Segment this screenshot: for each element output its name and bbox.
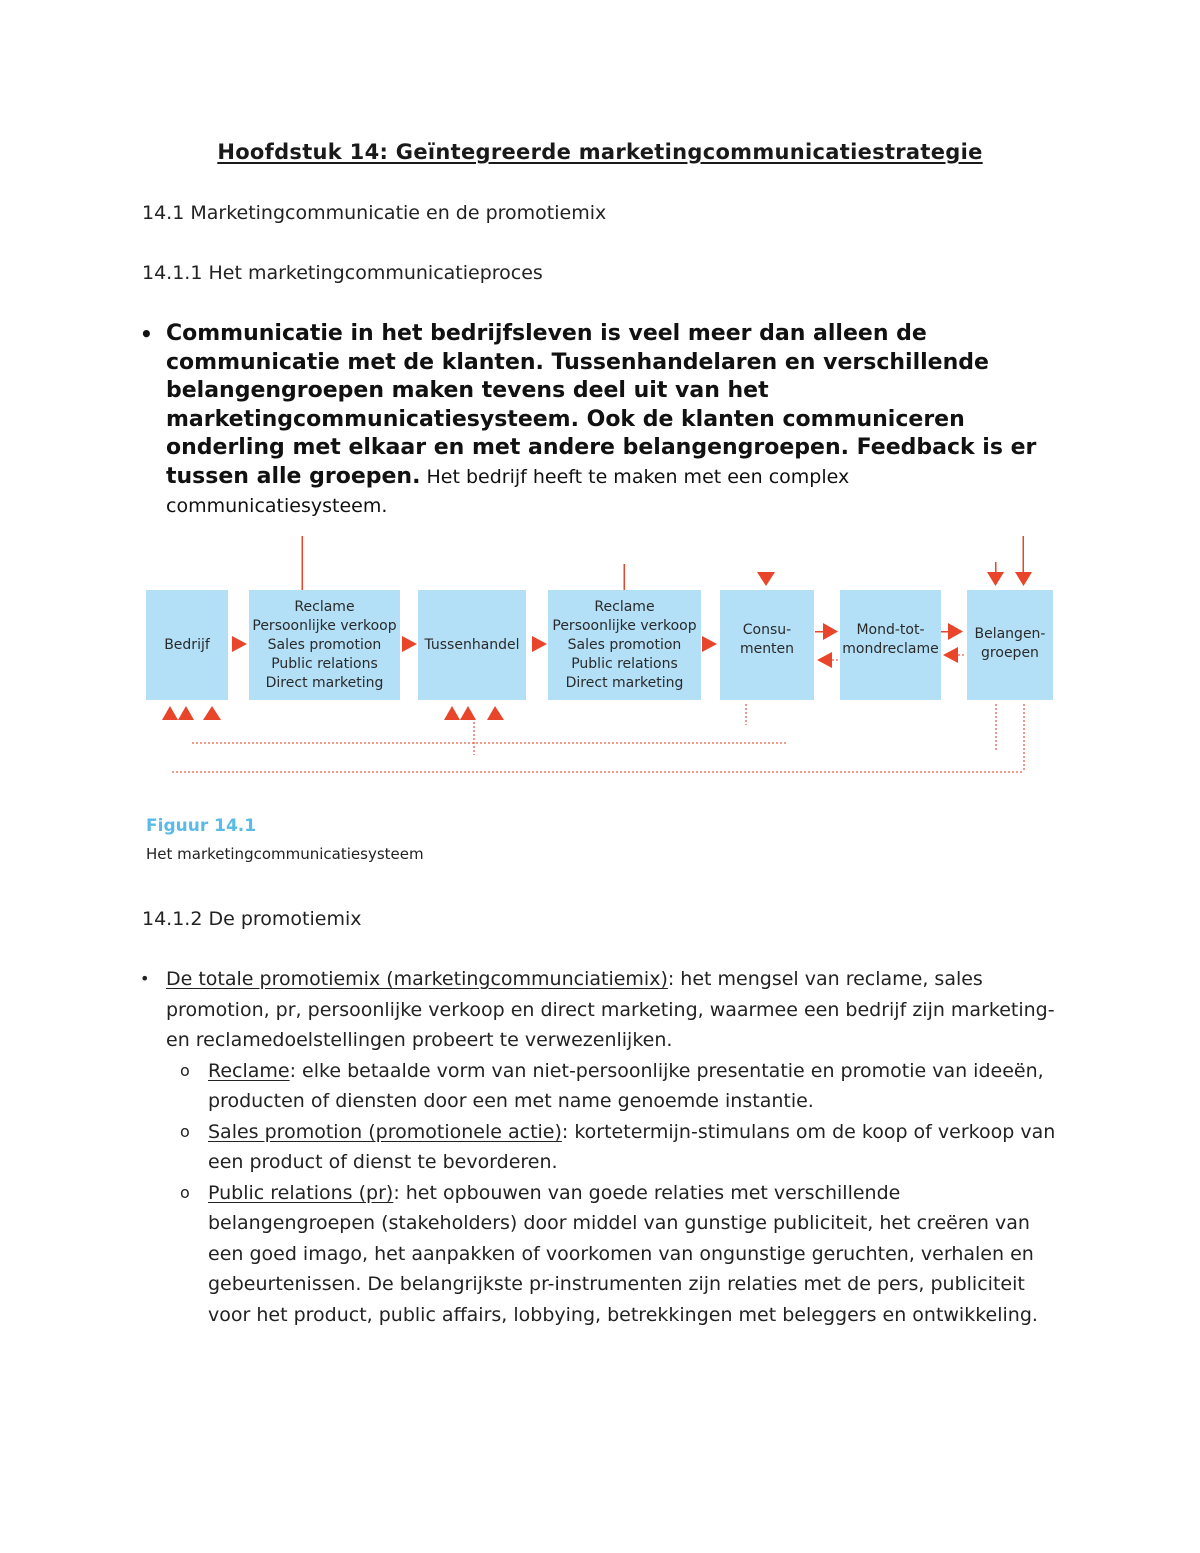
diagram-box-bedrijf <box>146 590 228 700</box>
diagram-box-mond-tot-mondreclame <box>840 590 941 700</box>
figure-label: Figuur 14.1 <box>146 816 257 836</box>
box-label: Public relations <box>271 655 378 672</box>
bullet-icon: • <box>140 322 153 346</box>
bullet-normal-text: Het bedrijf heeft te maken met een complex communicatiesysteem. <box>166 465 850 517</box>
term-public-relations: Public relations (pr) <box>208 1181 394 1204</box>
box-label: Bedrijf <box>164 636 210 653</box>
box-label: groepen <box>981 645 1039 661</box>
circle-bullet-icon: o <box>180 1060 190 1080</box>
box-label: mondreclame <box>842 641 939 657</box>
bullet-bold-text: Communicatie in het bedrijfsleven is veel meer dan alleen de communicatie met de klanten. Tussenhandelaren en verschillende belangengroepen maken tevens deel uit van het marketingcommunicatiesysteem. Ook de klanten communiceren onderling met elkaar en met andere belangengroepen. Feedback is er tussen alle groepen. <box>166 321 1037 489</box>
box-label: Tussenhandel <box>424 636 520 653</box>
diagram-box-consumenten <box>720 590 814 700</box>
box-label: Sales promotion <box>267 636 382 653</box>
diagram-box-belangengroepen <box>967 590 1053 700</box>
definition-sales-promotion: : kortetermijn-stimulans om de koop of verkoop van een product of dienst te bevorderen. <box>208 1120 1056 1173</box>
definition-public-relations: : het opbouwen van goede relaties met verschillende belangengroepen (stakeholders) door middel van gunstige publiciteit, het creëren van een goed imago, het aanpakken of voorkomen van ongunstige geruchten, verhalen en gebeurtenissen. De belangrijkste pr-instrumenten zijn relaties met de pers, publiciteit voor het product, public affairs, lobbying, betrekkingen met beleggers en ontwikkeling. <box>208 1181 1038 1326</box>
box-label: Direct marketing <box>565 674 684 691</box>
bullet-icon: • <box>140 969 150 988</box>
sub-item-reclame <box>140 1056 1060 1117</box>
box-label: Persoonlijke verkoop <box>552 617 697 634</box>
diagram-box-tussenhandel <box>418 590 526 700</box>
box-label: Belangen- <box>974 626 1046 642</box>
box-label: menten <box>739 641 795 657</box>
box-label: Consu- <box>742 622 792 638</box>
box-label: Mond-tot- <box>856 622 925 638</box>
definition-promotiemix: : het mengsel van reclame, sales promotion, pr, persoonlijke verkoop en direct marketing, waarmee een bedrijf zijn marketing- en reclamedoelstellingen probeert te verwezenlijken. <box>166 968 1055 1051</box>
box-label: Sales promotion <box>567 636 682 653</box>
diagram-box-promotiemix-2 <box>548 590 701 700</box>
bullet-promotiemix <box>140 964 1060 1330</box>
sub-item-sales-promotion <box>140 1117 1060 1178</box>
term-sales-promotion: Sales promotion (promotionele actie) <box>208 1120 562 1143</box>
diagram-box-promotiemix-1 <box>249 590 400 700</box>
document-title: Hoofdstuk 14: Geïntegreerde marketingcommunicatiestrategie <box>217 140 983 164</box>
term-promotiemix: De totale promotiemix (marketingcommunciatiemix) <box>166 968 668 990</box>
section-heading-14-1-2: 14.1.2 De promotiemix <box>142 908 362 930</box>
circle-bullet-icon: o <box>180 1121 190 1141</box>
section-heading-14-1: 14.1 Marketingcommunicatie en de promotiemix <box>142 202 607 224</box>
box-label: Public relations <box>571 655 678 672</box>
term-reclame: Reclame <box>208 1059 290 1082</box>
circle-bullet-icon: o <box>180 1182 190 1202</box>
box-label: Reclame <box>594 598 655 615</box>
bullet-communicatie <box>140 320 1060 520</box>
sub-item-public-relations <box>140 1178 1060 1331</box>
section-heading-14-1-1: 14.1.1 Het marketingcommunicatieproces <box>142 262 543 284</box>
figure-caption: Het marketingcommunicatiesysteem <box>146 845 424 863</box>
box-label: Direct marketing <box>265 674 384 691</box>
box-label: Reclame <box>294 598 355 615</box>
box-label: Persoonlijke verkoop <box>252 617 397 634</box>
definition-reclame: : elke betaalde vorm van niet-persoonlijke presentatie en promotie van ideeën, producten of diensten door een met name genoemde instantie. <box>208 1059 1044 1112</box>
